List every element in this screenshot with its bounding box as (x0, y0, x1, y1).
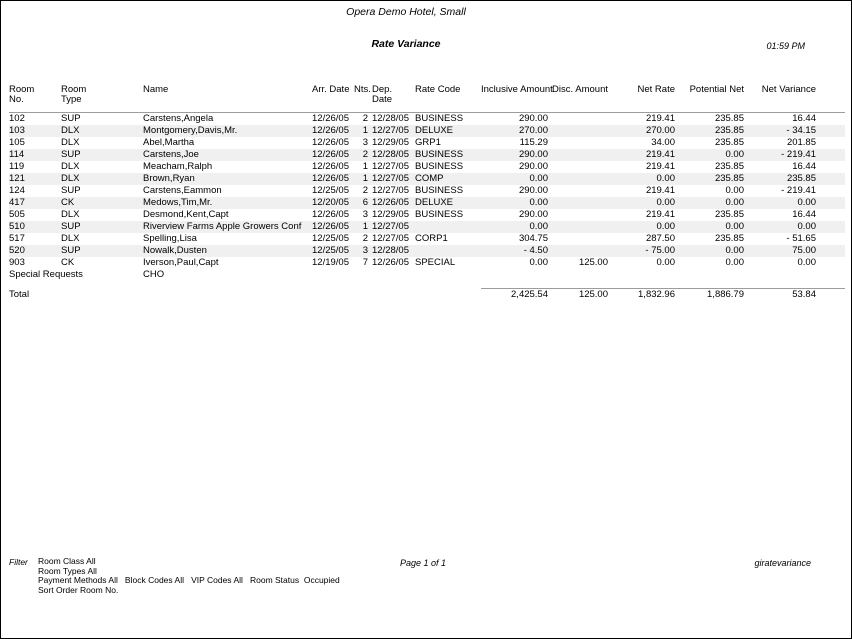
filter-line: Room Types All (38, 565, 97, 576)
column-header-inclusive-amount: Inclusive Amount (481, 85, 548, 113)
hotel-name: Opera Demo Hotel, Small (346, 6, 466, 18)
report-title: Rate Variance (371, 38, 441, 50)
table-row: 114 SUP Carstens,Joe 12/26/05 2 12/28/05 BUSINESS 290.00 219.41 0.00 - 219.41 (9, 149, 845, 161)
table-row: 103 DLX Montgomery,Davis,Mr. 12/26/05 1 12/27/05 DELUXE 270.00 270.00 235.85 - 34.15 (9, 125, 845, 137)
table-row: 121 DLX Brown,Ryan 12/26/05 1 12/27/05 COMP 0.00 0.00 235.85 235.85 (9, 173, 845, 185)
table-row: 510 SUP Riverview Farms Apple Growers Conf 12/26/05 1 12/27/05 0.00 0.00 0.00 0.00 (9, 221, 845, 233)
total-label: Total (9, 288, 30, 300)
table-row: 417 CK Medows,Tim,Mr. 12/20/05 6 12/26/05 DELUXE 0.00 0.00 0.00 0.00 (9, 197, 845, 209)
special-requests-value: CHO (143, 269, 165, 280)
report-id: giratevariance (754, 558, 811, 568)
table-row: 124 SUP Carstens,Eammon 12/25/05 2 12/27/05 BUSINESS 290.00 219.41 0.00 - 219.41 (9, 185, 816, 196)
column-header-nts: Nts. (354, 85, 368, 113)
column-header-room-no: Room No. (9, 85, 61, 113)
column-header-arr-date: Arr. Date (312, 85, 354, 113)
total-potential-net: 1,886.79 (675, 289, 744, 302)
table-row: 520 SUP Nowalk,Dusten 12/25/05 3 12/28/05 - 4.50 - 75.00 0.00 75.00 (9, 245, 845, 257)
table-row: 105 DLX Abel,Martha 12/26/05 3 12/29/05 GRP1 115.29 34.00 235.85 201.85 (9, 137, 816, 148)
filter-line: Sort Order Room No. (38, 584, 119, 595)
column-header-net-variance: Net Variance (744, 85, 845, 113)
special-requests-label: Special Requests (9, 269, 83, 280)
report-time: 01:59 PM (766, 41, 805, 51)
column-header-row (9, 85, 845, 113)
column-header-net-rate: Net Rate (608, 85, 675, 113)
table-row: 505 DLX Desmond,Kent,Capt 12/26/05 3 12/29/05 BUSINESS 290.00 219.41 235.85 16.44 (9, 209, 816, 220)
total-inclusive-amount: 2,425.54 (481, 289, 548, 302)
total-net-variance: 53.84 (744, 289, 845, 302)
total-disc-amount: 125.00 (548, 289, 608, 302)
filter-line: Payment Methods All Block Codes All VIP Codes All Room Status Occupied (38, 575, 340, 585)
total-row (9, 289, 845, 302)
special-requests-row (9, 269, 845, 281)
table-row: 903 CK Iverson,Paul,Capt 12/19/05 7 12/26/05 SPECIAL 0.00 125.00 0.00 0.00 0.00 (9, 257, 816, 268)
column-header-rate-code: Rate Code (413, 85, 481, 113)
spacer-row (9, 281, 845, 289)
table-row: 517 DLX Spelling,Lisa 12/25/05 2 12/27/05 CORP1 304.75 287.50 235.85 - 51.65 (9, 233, 816, 244)
filter-label: Filter (9, 557, 28, 567)
total-net-rate: 1,832.96 (608, 289, 675, 302)
filter-line: Room Class All (38, 556, 96, 566)
column-header-disc-amount: Disc. Amount (548, 85, 608, 113)
table-row: 102 SUP Carstens,Angela 12/26/05 2 12/28/05 BUSINESS 290.00 219.41 235.85 16.44 (9, 113, 816, 124)
column-header-room-type: Room Type (61, 85, 143, 113)
column-header-potential-net: Potential Net (675, 85, 744, 113)
rate-variance-table (9, 85, 845, 301)
column-header-dep-date: Dep. Date (368, 85, 413, 113)
report-rows (9, 113, 845, 302)
table-row: 119 DLX Meacham,Ralph 12/26/05 1 12/27/05 BUSINESS 290.00 219.41 235.85 16.44 (9, 161, 816, 172)
page-number: Page 1 of 1 (399, 558, 447, 568)
column-header-name: Name (143, 85, 312, 113)
